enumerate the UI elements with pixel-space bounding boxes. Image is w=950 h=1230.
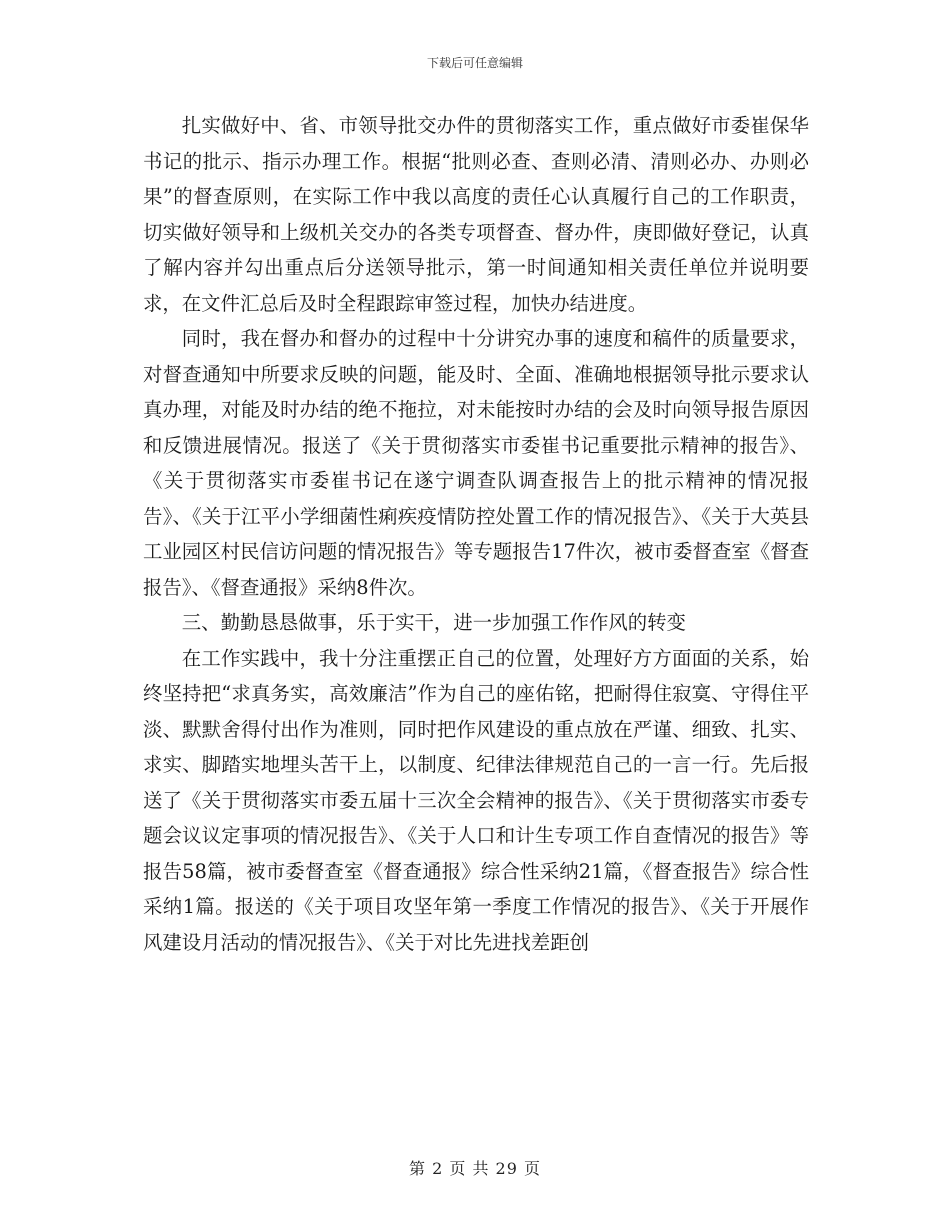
page-header: 下载后可任意编辑 bbox=[426, 56, 523, 70]
body-paragraph: 在工作实践中，我十分注重摆正自己的位置，处理好方方面面的关系，始终坚持把“求真务实，高效廉洁”作为自己的座佑铭，把耐得住寂寞、守得住平淡、默默舍得付出作为准则，同时把作风建设的重点放在严谨、细致、扎实、求实、脚踏实地埋头苦干上，以制度、纪律法律规范自己的一言一行。先后报送了《关于贯彻落实市委五届十三次全会精神的报告》、《关于贯彻落实市委专题会议议定事项的情况报告》、《关于人口和计生专项工作自查情况的报告》等报告58篇，被市委督查室《督查通报》综合性采纳21篇，《督查报告》综合性采纳1篇。报送的《关于项目攻坚年第一季度工作情况的报告》、《关于开展作风建设月活动的情况报告》、《关于对比先进找差距创 bbox=[143, 646, 809, 954]
section-heading: 三、勤勤恳恳做事，乐于实干，进一步加强工作作风的转变 bbox=[181, 611, 686, 634]
page-number-footer: 第 2 页 共 29 页 bbox=[409, 1159, 541, 1178]
body-paragraph: 扎实做好中、省、市领导批交办件的贯彻落实工作，重点做好市委崔保华书记的批示、指示办理工作。根据“批则必查、查则必清、清则必办、办则必果”的督查原则，在实际工作中我以高度的责任心认真履行自己的工作职责，切实做好领导和上级机关交办的各类专项督查、督办件，庚即做好登记，认真了解内容并勾出重点后分送领导批示，第一时间通知相关责任单位并说明要求，在文件汇总后及时全程跟踪审签过程，加快办结进度。 bbox=[143, 114, 809, 315]
document-body bbox=[143, 108, 809, 960]
body-paragraph: 同时，我在督办和督办的过程中十分讲究办事的速度和稿件的质量要求，对督查通知中所要求反映的问题，能及时、全面、准确地根据领导批示要求认真办理，对能及时办结的绝不拖拉，对未能按时办结的会及时向领导报告原因和反馈进展情况。报送了《关于贯彻落实市委崔书记重要批示精神的报告》、《关于贯彻落实市委崔书记在遂宁调查队调查报告上的批示精神的情况报告》、《关于江平小学细菌性痢疾疫情防控处置工作的情况报告》、《关于大英县工业园区村民信访问题的情况报告》等专题报告17件次，被市委督查室《督查报告》、《督查通报》采纳8件次。 bbox=[143, 327, 809, 599]
